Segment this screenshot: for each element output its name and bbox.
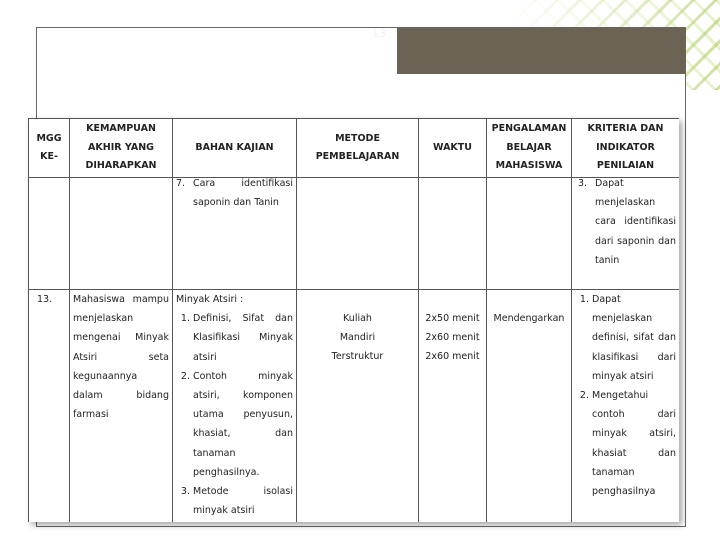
waktu-line: 2x60 menit — [425, 351, 480, 363]
header-metode: METODE PEMBELAJARAN — [297, 119, 419, 178]
course-plan-table — [28, 118, 679, 522]
row1-kemampuan — [70, 178, 173, 290]
row1-waktu — [419, 178, 487, 290]
row1-bahan-text: Cara identifikasi saponin dan Tanin — [193, 178, 293, 209]
header-bahan-kajian: BAHAN KAJIAN — [173, 119, 297, 178]
list-item: 1. Definisi, Sifat dan Klasifikasi Minyak atsiri — [193, 309, 293, 367]
row2-mgg: 13. — [29, 290, 70, 523]
header-pengalaman: PENGALAMAN BELAJAR MAHASISWA — [487, 119, 572, 178]
row2-bahan-title: Minyak Atsiri : — [176, 294, 244, 305]
row2-waktu — [419, 290, 487, 523]
waktu-line: 2x60 menit — [425, 332, 480, 344]
row1-kriteria-text: Dapat menjelaskan cara identifikasi dari saponin dan tanin — [595, 178, 676, 266]
metode-line: Kuliah — [343, 313, 372, 324]
header-kriteria: KRITERIA DAN INDIKATOR PENILAIAN — [572, 119, 680, 178]
waktu-line: 2x50 menit — [425, 313, 480, 324]
table-row — [29, 178, 680, 290]
row2-pengalaman: Mendengarkan — [487, 290, 572, 523]
page-number: 13 — [372, 27, 386, 40]
header-waktu: WAKTU — [419, 119, 487, 178]
header-mgg: MGG KE- — [29, 119, 70, 178]
row2-bahan-list — [176, 309, 293, 520]
row2-bahan — [173, 290, 297, 523]
row1-bahan-number: 7. — [176, 178, 186, 189]
row1-mgg — [29, 178, 70, 290]
row1-kriteria — [572, 178, 680, 290]
list-item: 2. Mengetahui contoh dari minyak atsiri, khasiat dan tanaman penghasilnya — [592, 386, 676, 501]
row2-kemampuan: Mahasiswa mampu menjelaskan mengenai Minyak Atsiri seta kegunaannya dalam bidang farmasi — [70, 290, 173, 523]
row1-pengalaman — [487, 178, 572, 290]
metode-line: Terstruktur — [331, 351, 384, 363]
metode-line: Mandiri — [339, 332, 376, 344]
row2-kriteria-list — [575, 290, 676, 501]
row2-metode — [297, 290, 419, 523]
table-row — [29, 290, 680, 523]
row1-kriteria-number: 3. — [578, 178, 588, 189]
list-item: 2. Contoh minyak atsiri, komponen utama penyusun, khasiat, dan tanaman penghasilnya. — [193, 367, 293, 482]
header-kemampuan: KEMAMPUAN AKHIR YANG DIHARAPKAN — [70, 119, 173, 178]
list-item: 3. Metode isolasi minyak atsiri — [193, 482, 293, 520]
list-item: 1. Dapat menjelaskan definisi, sifat dan klasifikasi dari minyak atsiri — [592, 290, 676, 386]
row2-kriteria — [572, 290, 680, 523]
header-row — [29, 119, 680, 178]
page-number-box — [397, 28, 685, 74]
row1-metode — [297, 178, 419, 290]
row1-bahan — [173, 178, 297, 290]
